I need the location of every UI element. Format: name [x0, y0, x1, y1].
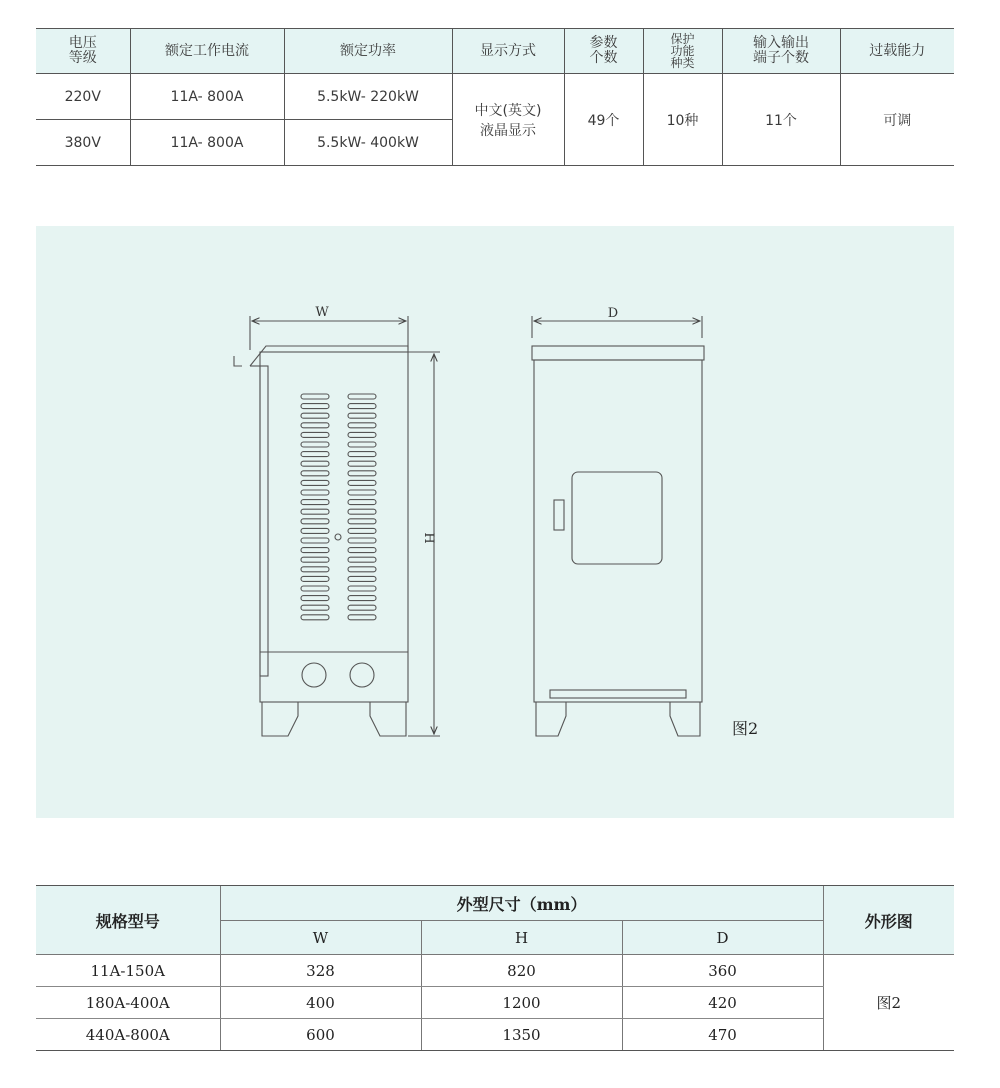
spec-power: 5.5kW- 220kW [284, 74, 452, 120]
outline-figure-cell: 图2 [823, 955, 954, 1051]
louver-slot [348, 404, 376, 409]
model-cell: 11A-150A [36, 955, 220, 987]
header-voltage-level: 电压 等级 [36, 29, 130, 74]
louver-slot [301, 567, 329, 572]
spec-parameter-count: 49个 [564, 74, 643, 166]
header-io-terminals: 输入输出 端子个数 [722, 29, 840, 74]
louver-slot [348, 480, 376, 485]
header-parameter-count: 参数 个数 [564, 29, 643, 74]
louver-slot [301, 538, 329, 543]
spec-voltage: 220V [36, 74, 130, 120]
width-cell: 600 [220, 1019, 421, 1051]
louver-slot [301, 394, 329, 399]
depth-cell: 360 [622, 955, 823, 987]
spec-current: 11A- 800A [130, 120, 284, 166]
louver-slot [348, 538, 376, 543]
louver-slot [301, 432, 329, 437]
header-overload-capacity: 过载能力 [840, 29, 954, 74]
louver-slot [348, 586, 376, 591]
dimension-header-row [36, 886, 954, 921]
header-rated-power: 额定功率 [284, 29, 452, 74]
height-cell: 820 [421, 955, 622, 987]
spec-row [36, 74, 954, 120]
depth-cell: 420 [622, 987, 823, 1019]
dimension-table [36, 885, 954, 1042]
depth-dimension-label: D [607, 306, 619, 321]
louver-slot [348, 567, 376, 572]
width-cell: 400 [220, 987, 421, 1019]
cabinet-outline-drawing [36, 226, 954, 818]
header-outline-size: 外型尺寸（mm） [220, 886, 823, 921]
louver-slot [348, 605, 376, 610]
louver-slot [348, 576, 376, 581]
header-w: W [220, 921, 421, 955]
louver-slot [301, 423, 329, 428]
spec-header-row [36, 29, 954, 74]
louver-slot [301, 596, 329, 601]
louver-slot [348, 452, 376, 457]
header-h: H [421, 921, 622, 955]
front-view [532, 316, 704, 736]
louver-slot [348, 471, 376, 476]
header-display-mode: 显示方式 [452, 29, 564, 74]
louver-slot [301, 442, 329, 447]
louver-slot [348, 500, 376, 505]
spec-power: 5.5kW- 400kW [284, 120, 452, 166]
louver-slot [301, 404, 329, 409]
height-cell: 1200 [421, 987, 622, 1019]
table-row [36, 987, 954, 1019]
width-dimension-label: W [315, 305, 329, 320]
side-louvers [301, 394, 376, 620]
louver-slot [348, 528, 376, 533]
louver-slot [301, 557, 329, 562]
louver-slot [301, 413, 329, 418]
louver-slot [301, 528, 329, 533]
spec-overload-capacity: 可调 [840, 74, 954, 166]
model-cell: 180A-400A [36, 987, 220, 1019]
header-outline-figure: 外形图 [823, 886, 954, 955]
louver-slot [348, 461, 376, 466]
louver-slot [301, 471, 329, 476]
louver-slot [301, 615, 329, 620]
louver-slot [301, 586, 329, 591]
louver-slot [301, 461, 329, 466]
spec-io-terminals: 11个 [722, 74, 840, 166]
louver-slot [301, 490, 329, 495]
model-cell: 440A-800A [36, 1019, 220, 1051]
louver-slot [348, 413, 376, 418]
spec-display-mode: 中文(英文) 液晶显示 [452, 74, 564, 166]
louver-slot [301, 519, 329, 524]
louver-slot [301, 605, 329, 610]
louver-slot [348, 423, 376, 428]
louver-slot [348, 490, 376, 495]
louver-slot [348, 615, 376, 620]
louver-slot [348, 519, 376, 524]
depth-cell: 470 [622, 1019, 823, 1051]
louver-slot [348, 509, 376, 514]
header-protection-types: 保护 功能 种类 [643, 29, 722, 74]
height-dimension-label: H [421, 532, 436, 544]
spec-current: 11A- 800A [130, 74, 284, 120]
louver-slot [348, 442, 376, 447]
table-row [36, 955, 954, 987]
louver-slot [301, 480, 329, 485]
spec-table [36, 28, 954, 158]
louver-slot [348, 557, 376, 562]
louver-slot [301, 500, 329, 505]
table-row [36, 1019, 954, 1051]
header-rated-current: 额定工作电流 [130, 29, 284, 74]
figure-caption: 图2 [732, 719, 759, 738]
louver-slot [348, 596, 376, 601]
louver-slot [301, 509, 329, 514]
width-cell: 328 [220, 955, 421, 987]
louver-slot [301, 576, 329, 581]
header-model: 规格型号 [36, 886, 220, 955]
louver-slot [301, 452, 329, 457]
header-d: D [622, 921, 823, 955]
louver-slot [348, 432, 376, 437]
louver-slot [301, 548, 329, 553]
side-view [234, 316, 440, 736]
spec-voltage: 380V [36, 120, 130, 166]
height-cell: 1350 [421, 1019, 622, 1051]
outline-drawing-panel [36, 226, 954, 818]
louver-slot [348, 394, 376, 399]
spec-protection-types: 10种 [643, 74, 722, 166]
louver-slot [348, 548, 376, 553]
